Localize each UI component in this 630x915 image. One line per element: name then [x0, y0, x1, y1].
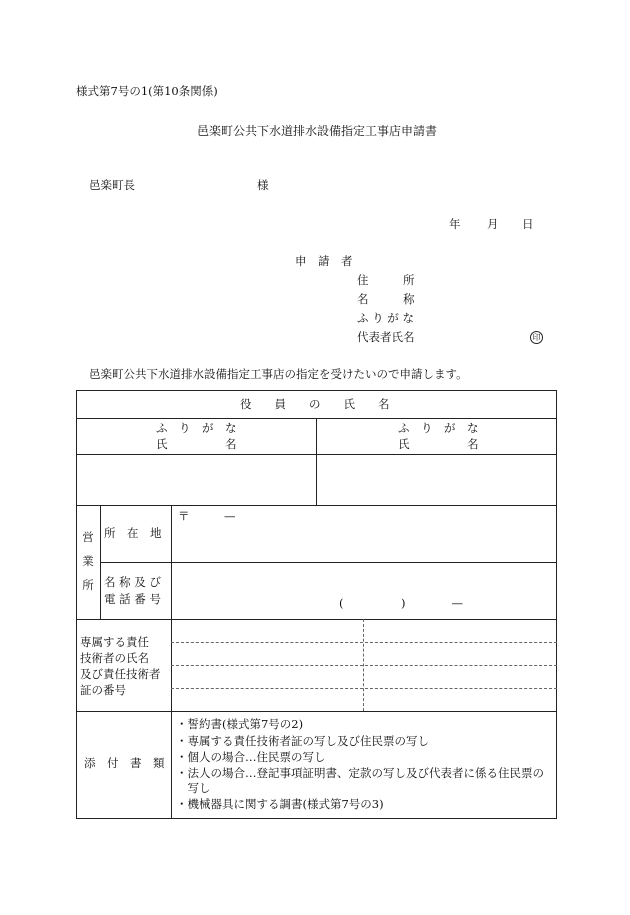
addressee-honorific: 様 — [257, 178, 269, 192]
engineer-label-line1: 専属する責任 — [80, 635, 149, 649]
name-phone-label-line2: 電 話 番 号 — [104, 592, 161, 606]
applicant-furigana-label: ふ り が な — [357, 311, 414, 325]
table-rule — [171, 505, 172, 819]
applicant-representative-label: 代表者氏名 — [357, 330, 415, 344]
officer-furigana-header-right: ふ り が な — [398, 421, 479, 435]
application-statement: 邑楽町公共下水道排水設備指定工事店の指定を受けたいので申請します。 — [89, 367, 468, 381]
engineer-label-line3: 及び責任技術者 — [80, 667, 161, 681]
officer-name-header-right: 氏 名 — [398, 437, 479, 451]
office-label-char: 営 — [82, 530, 94, 544]
date-month-label: 月 — [487, 217, 499, 231]
form-number: 様式第7号の1(第10条関係) — [76, 84, 218, 98]
table-rule — [76, 505, 557, 506]
page-title: 邑楽町公共下水道排水設備指定工事店申請書 — [197, 124, 438, 138]
dashed-divider — [171, 688, 557, 689]
table-rule — [100, 505, 101, 619]
engineer-label-line2: 技術者の氏名 — [80, 651, 149, 665]
table-rule — [316, 418, 317, 505]
seal-mark: 印 — [530, 331, 543, 344]
officer-name-header-left: 氏 名 — [156, 437, 237, 451]
applicant-heading: 申 請 者 — [295, 254, 353, 268]
attachments-label: 添 付 書 類 — [84, 756, 165, 770]
location-label: 所 在 地 — [104, 526, 162, 540]
attachment-item: ・機械器具に関する調書(様式第7号の3) — [176, 797, 384, 811]
office-label-char: 所 — [82, 578, 94, 592]
postal-code-field: 〒 — — [178, 509, 236, 523]
attachment-item: 写し — [176, 781, 211, 795]
table-rule — [76, 711, 557, 712]
table-rule — [100, 562, 557, 563]
attachment-item: ・個人の場合…住民票の写し — [176, 750, 326, 764]
dashed-divider — [171, 642, 557, 643]
applicant-address-label: 住 所 — [357, 273, 415, 287]
attachment-item: ・専属する責任技術者証の写し及び住民票の写し — [176, 734, 429, 748]
officers-header: 役 員 の 氏 名 — [240, 397, 390, 411]
addressee-name: 邑楽町長 — [89, 178, 135, 192]
phone-number-field: ( ) — — [339, 596, 463, 610]
engineer-label-line4: 証の番号 — [80, 683, 126, 697]
dashed-divider — [171, 665, 557, 666]
applicant-name-label: 名 称 — [357, 292, 415, 306]
office-label-char: 業 — [82, 554, 94, 568]
date-day-label: 日 — [522, 217, 534, 231]
attachment-item: ・誓約書(様式第7号の2) — [176, 717, 304, 731]
date-year-label: 年 — [449, 217, 461, 231]
name-phone-label-line1: 名 称 及 び — [104, 575, 161, 589]
attachment-item: ・法人の場合…登記事項証明書、定款の写し及び代表者に係る住民票の — [176, 766, 544, 780]
officer-furigana-header-left: ふ り が な — [156, 421, 237, 435]
table-rule — [76, 619, 557, 620]
